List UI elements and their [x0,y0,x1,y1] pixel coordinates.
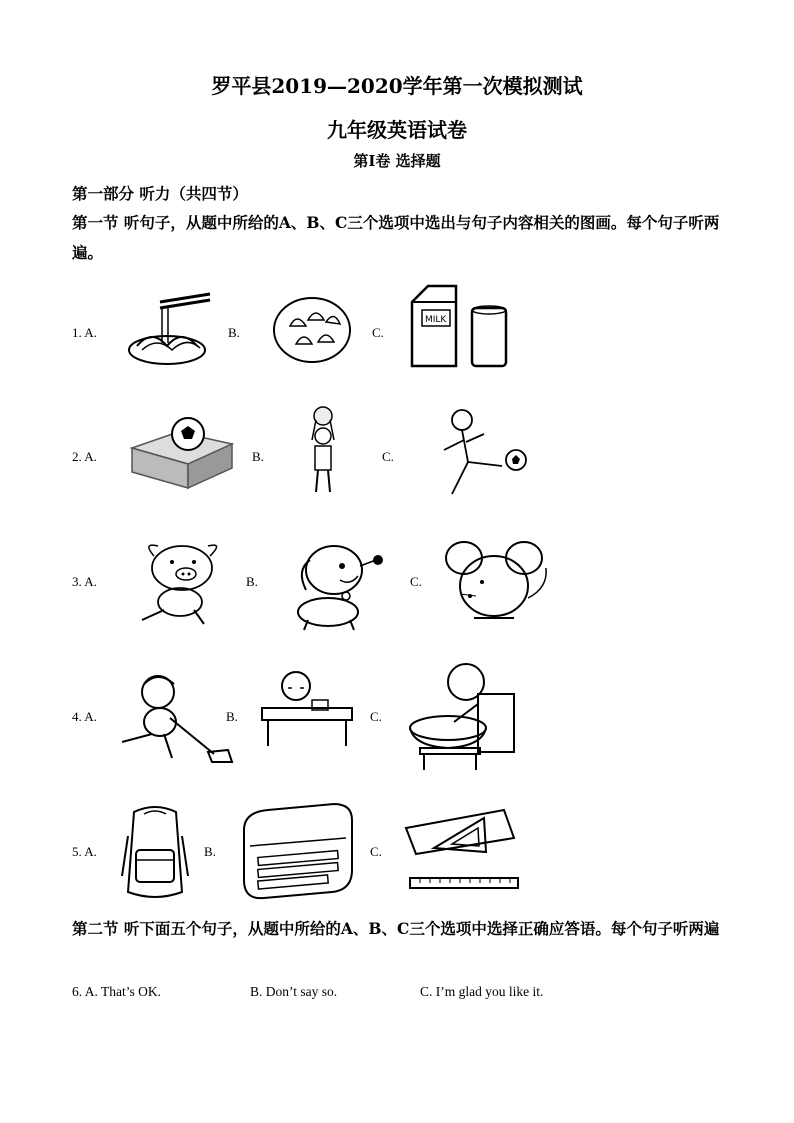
cleaning-table-icon [258,670,358,748]
q4-c-label: C. [370,709,382,724]
q6-option-c: C. I’m glad you like it. [420,984,544,999]
kicking-ball-icon [422,404,544,504]
q5-c-label: C. [370,844,382,859]
noodles-icon [122,288,222,378]
q2-a-label: 2. A. [72,449,97,464]
q3-a-label: 3. A. [72,574,97,589]
q6-option-a: 6. A. That’s OK. [72,984,162,999]
exam-subtitle: 九年级英语试卷 [327,118,467,142]
dumplings-icon [272,292,357,372]
ruler-set-icon [404,808,524,894]
q3-c-label: C. [410,574,422,589]
backpack-icon [120,806,190,902]
pig-icon [128,538,234,628]
q6-option-b: B. Don’t say so. [250,984,338,999]
q2-c-label: C. [382,449,394,464]
q5-a-label: 5. A. [72,844,97,859]
q1-c-label: C. [372,325,384,340]
boy-basketball-icon [298,406,348,498]
dog-icon [280,530,400,634]
volume-heading: 第Ⅰ卷 选择题 [353,152,441,170]
exam-title: 罗平县2019—2020学年第一次模拟测试 [211,74,583,98]
section2-instruction: 第二节 听下面五个句子，从题中所给的A、B、C三个选项中选择正确应答语。每个句子听两遍 [72,919,720,938]
washing-clothes-icon [404,654,522,772]
q2-b-label: B. [252,449,264,464]
q5-b-label: B. [204,844,216,859]
q4-a-label: 4. A. [72,709,97,724]
milk-icon [408,284,518,374]
q4-b-label: B. [226,709,238,724]
q1-b-label: B. [228,325,240,340]
q1-a-label: 1. A. [72,325,97,340]
pencil-case-icon [238,800,358,904]
part1-heading: 第一部分 听力（共四节） [72,184,248,203]
football-box-icon [128,408,238,498]
svg-text:MILK: MILK [425,315,447,325]
q3-b-label: B. [246,574,258,589]
mouse-icon [440,538,558,628]
section1-instruction: 第一节 听句子，从题中所给的A、B、C三个选项中选出与句子内容相关的图画。每个句子听两遍。 [72,213,720,262]
